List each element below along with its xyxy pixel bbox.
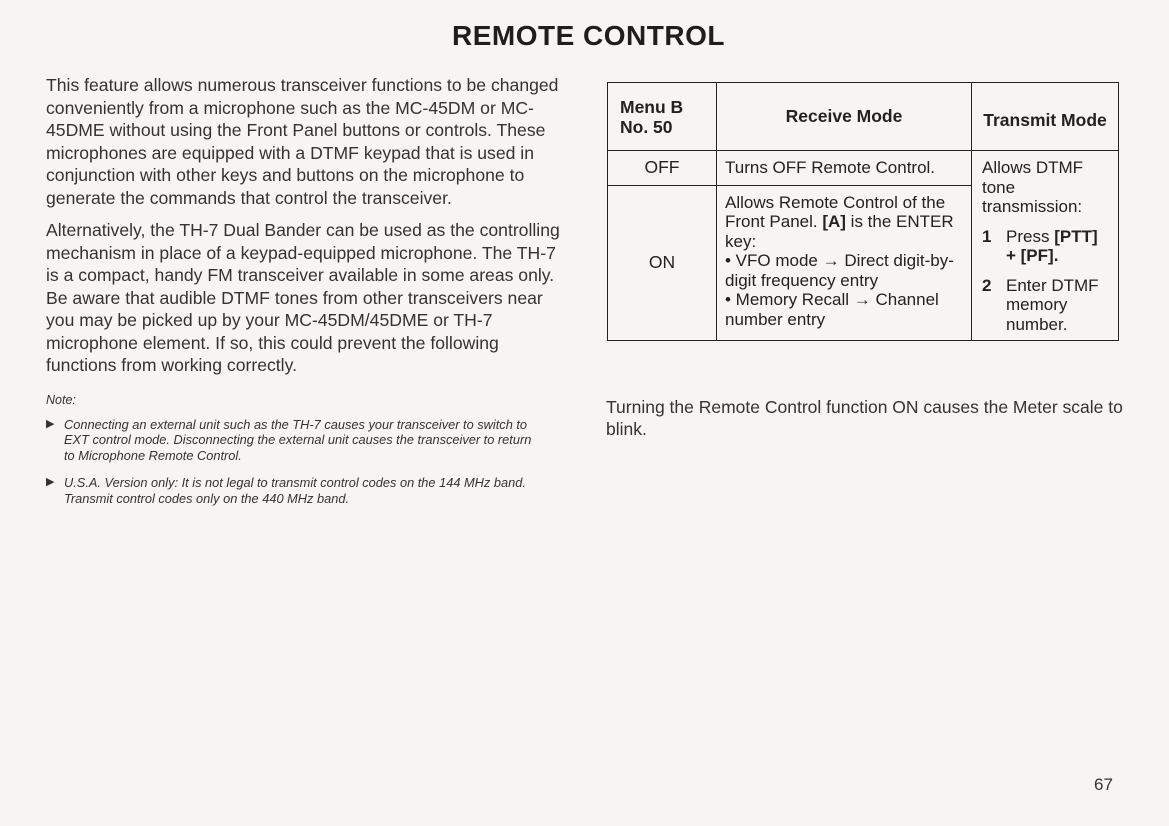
transmit-mode-header: Transmit Mode [972, 83, 1119, 151]
menu-header-line1: Menu B [620, 96, 684, 117]
step-text: Enter DTMF memory number. [1006, 275, 1099, 334]
receive-mode-header: Receive Mode [717, 83, 972, 151]
step-text: Press [1006, 226, 1055, 246]
enter-key-label: [A] [822, 212, 846, 232]
intro-paragraph: This feature allows numerous transceiver functions to be changed conveniently from a microphone such as the MC-45DM or MC-45DME without using the Front Panel buttons or controls. These microphones are equipped with a DTMF keypad that is used in conjunction with other keys and buttons on the microphone to generate the commands that control the transceiver. [46, 75, 559, 208]
bullet-arrow-icon: ▶ [46, 417, 55, 430]
transmit-cell [972, 151, 1119, 341]
menu-number-header [608, 83, 717, 151]
off-receive-cell: Turns OFF Remote Control. [717, 151, 972, 186]
transmit-intro: Allows DTMF tone transmission: [982, 158, 1084, 216]
table-row-off [608, 151, 1119, 186]
on-receive-intro [725, 193, 965, 252]
step-number: 1 [982, 226, 992, 246]
menu-header-line2: No. 50 [620, 116, 673, 137]
transmit-step-2 [982, 276, 1110, 335]
ptt-pf-keys: [PTT] + [PF]. [1006, 226, 1098, 265]
page-number: 67 [1094, 775, 1113, 794]
receive-mode-list [725, 251, 965, 329]
mode-on-cell: ON [608, 185, 717, 340]
left-column [46, 74, 566, 518]
note-text: U.S.A. Version only: It is not legal to transmit control codes on the 144 MHz band. Transmit control codes only on the 440 MHz band. [64, 475, 526, 506]
mode-off-cell: OFF [608, 151, 717, 186]
note-list [46, 417, 566, 507]
page-title: REMOTE CONTROL [452, 20, 725, 51]
note-item [46, 417, 534, 464]
note-item [46, 475, 534, 506]
bullet-arrow-icon: ▶ [46, 476, 55, 488]
th7-paragraph: Alternatively, the TH-7 Dual Bander can be used as the controlling mechanism in place of a keypad-equipped microphone. The TH-7 is a compact, handy FM transceiver available in some areas only. Be aware that audible DTMF tones from other transceivers near you may be picked up by your MC-45DM/45DME or TH-7 microphone element. If so, this could prevent the following functions from working correctly. [46, 220, 560, 375]
intro-text: Allows Remote Control of the Front Panel. [725, 192, 946, 232]
list-item: • VFO mode → Direct digit-by-digit frequency entry [725, 251, 954, 290]
intro-text-end: is the ENTER key: [725, 212, 954, 251]
transmit-step-1 [982, 227, 1110, 266]
table-caption: Turning the Remote Control function ON causes the Meter scale to blink. [606, 397, 1123, 439]
note-text: Connecting an external unit such as the TH-7 causes your transceiver to switch to EXT control mode. Disconnecting the external unit causes the transceiver to return to Microphone Remote Control. [64, 416, 532, 463]
list-item: • Memory Recall → Channel number entry [725, 290, 939, 329]
note-heading: Note: [46, 392, 76, 407]
step-number: 2 [982, 275, 992, 295]
menu-b-50-table [607, 82, 1119, 341]
on-receive-cell [717, 185, 972, 340]
table-header-row [608, 83, 1119, 151]
